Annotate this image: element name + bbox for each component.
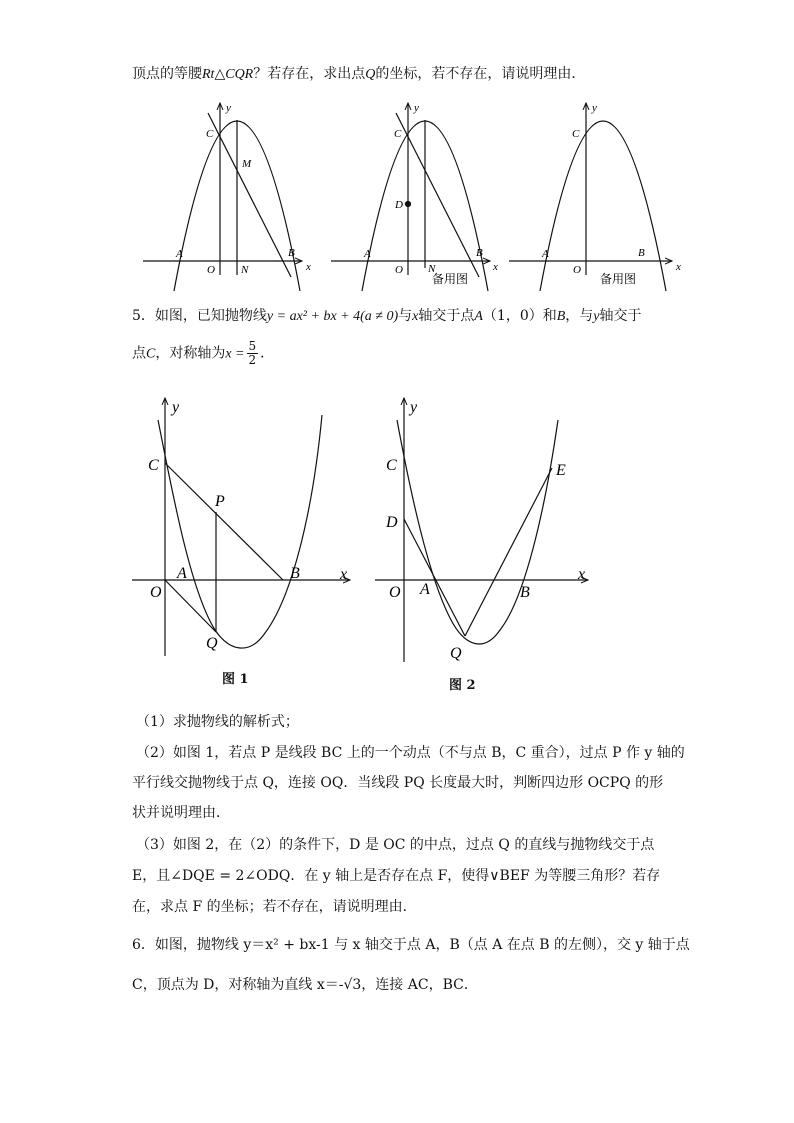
figure-label: D	[395, 199, 403, 211]
segment-oq	[165, 580, 216, 632]
segment-qe	[465, 468, 552, 636]
q5-line2: 点C，对称轴为x = $\frac{5}{2}$ ．	[132, 339, 275, 367]
problem4-tail: 顶点的等腰Rt△CQR？若存在，求出点Q的坐标，若不存在，请说明理由．	[132, 66, 586, 82]
fraction: $\frac{5}{2}$	[248, 339, 257, 367]
figure-label: 备用图	[600, 272, 637, 286]
figure-label: E	[556, 462, 566, 479]
spare-caption: 备用图	[432, 272, 469, 286]
figure-label: C	[148, 457, 159, 474]
figure-label: y	[414, 102, 419, 114]
figure-label: x	[493, 261, 498, 273]
point-d	[406, 202, 411, 207]
parabola	[158, 415, 322, 648]
figure-label: A	[420, 581, 430, 598]
q6-line1: 6．如图，抛物线 y＝x² + bx-1 与 x 轴交于点 A，B（点 A 在点 B 的左侧），交 y 轴于点	[132, 937, 690, 953]
parabola	[397, 420, 558, 644]
top-figure-1-labels	[175, 102, 311, 276]
figure-label: O	[389, 584, 401, 601]
figure-label: B	[520, 584, 530, 601]
figure-label: A	[542, 248, 549, 260]
figure-1-labels	[148, 399, 347, 652]
label-a: A	[176, 248, 183, 260]
figure-label: O	[395, 264, 403, 276]
figure-label: A	[364, 248, 371, 260]
top-figure-1	[143, 103, 302, 291]
q5-part3-line1: （3）如图 2，在（2）的条件下，D 是 OC 的中点，过点 Q 的直线与抛物线交于点	[136, 837, 655, 853]
figure-label: y	[592, 102, 597, 114]
label-b: B	[288, 247, 295, 259]
label-o: O	[207, 264, 215, 276]
figure-label: C	[572, 128, 580, 140]
figure-label: x	[340, 566, 348, 583]
figure-label: B	[638, 247, 645, 259]
q5-part2-line3: 状并说明理由．	[132, 805, 230, 821]
figure-label: O	[150, 584, 162, 601]
figure-label: y	[410, 399, 418, 416]
q5-part3-line3: 在，求点 F 的坐标；若不存在，请说明理由．	[132, 899, 417, 915]
figure-label: y	[172, 399, 180, 416]
label-c: C	[206, 128, 214, 140]
figure-label: A	[177, 565, 187, 582]
parabola	[540, 121, 666, 291]
q5-part1: （1）求抛物线的解析式；	[136, 714, 299, 730]
y-label: y	[226, 102, 231, 114]
figure-label: B	[476, 247, 483, 259]
figure-1	[132, 398, 350, 656]
top-figure-2	[331, 103, 490, 291]
q5-part3-line2: E，且∠DQE = 2∠ODQ．在 y 轴上是否存在点 F，使得∨BEF 为等腰三角形？若存	[132, 868, 661, 884]
figure-label: O	[573, 264, 581, 276]
label-n: N	[241, 264, 249, 276]
q5-part2-line1: （2）如图 1，若点 P 是线段 BC 上的一个动点（不与点 B，C 重合），过点 P 作 y 轴的	[136, 745, 685, 761]
figure-2	[375, 398, 588, 662]
q5-part2-line2: 平行线交抛物线于点 Q，连接 OQ．当线段 PQ 长度最大时，判断四边形 OCPQ 的形	[132, 775, 664, 791]
figure-label: x	[676, 261, 681, 273]
segment-dq	[404, 519, 465, 636]
figure-label: x	[578, 566, 586, 583]
figure-label: C	[394, 128, 402, 140]
figure-label: D	[386, 514, 398, 531]
label-m: M	[242, 158, 252, 170]
figure-2-caption: 图 2	[449, 678, 476, 693]
q5-line1: 5．如图，已知抛物线y = ax² + bx + 4(a ≠ 0)与x轴交于点A（1，0）和B，与y轴交于	[132, 308, 642, 324]
figure-label: P	[215, 493, 225, 510]
figure-label: N	[428, 263, 436, 275]
figure-label: B	[290, 565, 300, 582]
segment-cb	[165, 463, 283, 580]
figure-label: Q	[206, 635, 218, 652]
figure-1-caption: 图 1	[222, 672, 249, 687]
x-label: x	[306, 261, 311, 273]
figure-label: C	[386, 457, 397, 474]
figure-label: Q	[450, 645, 462, 662]
q6-line2: C，顶点为 D，对称轴为直线 x＝-√3，连接 AC，BC．	[132, 977, 478, 993]
top-figure-3	[509, 103, 672, 291]
